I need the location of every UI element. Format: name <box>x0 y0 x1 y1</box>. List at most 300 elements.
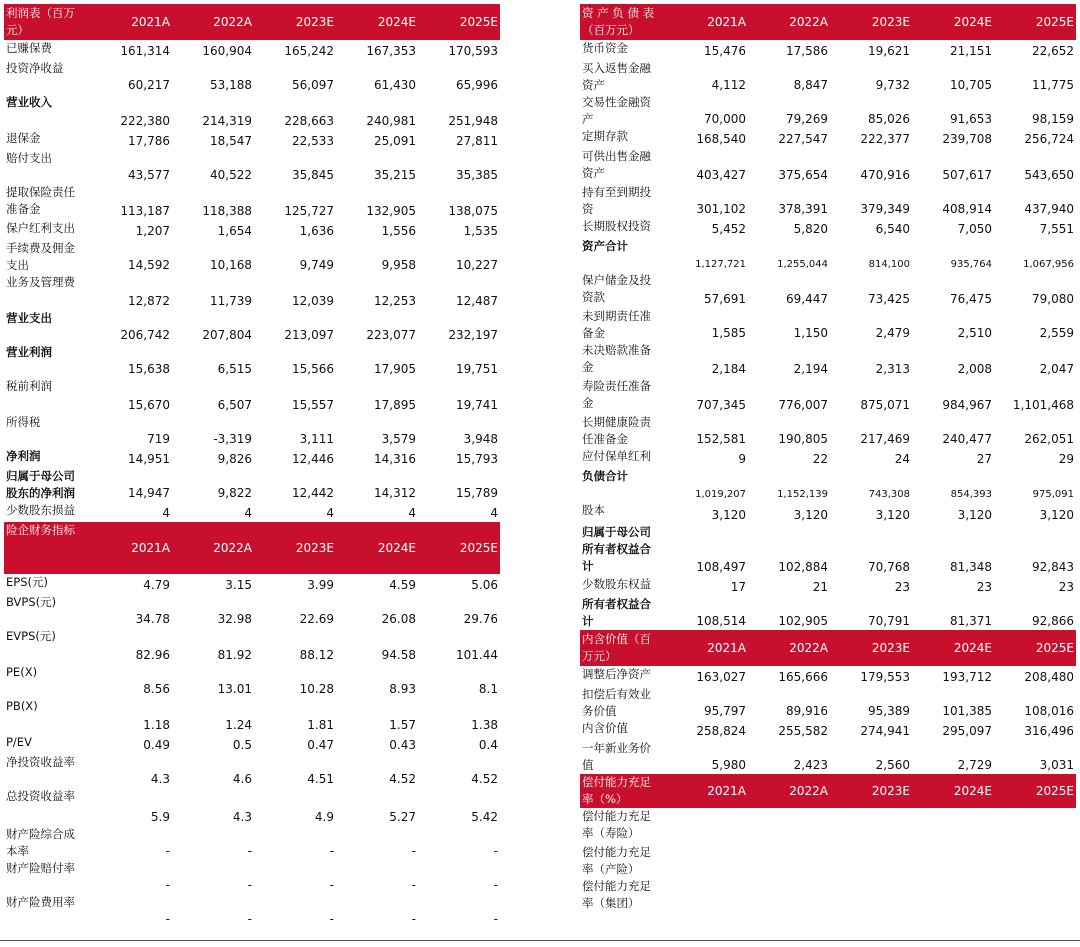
row-label: EPS(元) <box>6 575 48 589</box>
cell-value: 251,948 <box>448 114 498 128</box>
cell-value: 1,150 <box>793 326 828 340</box>
cell-value: 1,101,468 <box>1012 398 1074 412</box>
cell-value: 81,348 <box>950 560 992 574</box>
cell-value: 118,388 <box>202 204 252 218</box>
table-row <box>580 342 1076 378</box>
year-header: 2022A <box>789 641 828 655</box>
cell-value: 19,741 <box>456 398 498 412</box>
row-label: 偿付能力充足 率（寿险） <box>582 809 651 840</box>
cell-value: 19,621 <box>868 44 910 58</box>
row-label: 一年新业务价 值 <box>582 741 651 772</box>
cell-value: 18,547 <box>210 134 252 148</box>
table-row <box>4 60 500 94</box>
cell-value <box>666 808 748 844</box>
cell-value: 1,535 <box>463 224 498 238</box>
row-label: 投资净收益 <box>6 61 64 75</box>
cell-value: 29 <box>1058 452 1074 466</box>
cell-value: 470,916 <box>860 168 910 182</box>
table-row <box>4 894 500 928</box>
cell-value: 168,540 <box>696 132 746 146</box>
cell-value: - <box>493 844 498 858</box>
cell-value: 10,227 <box>456 258 498 272</box>
ev-header <box>580 630 1076 666</box>
year-header: 2023E <box>295 541 334 555</box>
row-label: 手续费及佣金 支出 <box>6 241 75 272</box>
cell-value: 258,824 <box>696 724 746 738</box>
cell-value: 5.42 <box>471 810 498 824</box>
cell-value: 543,650 <box>1024 168 1074 182</box>
cell-value: -3,319 <box>213 432 252 446</box>
cell-value: 12,872 <box>128 294 170 308</box>
cell-value: 4.51 <box>307 772 334 786</box>
cell-value: 163,027 <box>696 670 746 684</box>
table-row <box>4 414 500 448</box>
table-row <box>4 40 500 60</box>
cell-value: 2,008 <box>957 362 992 376</box>
table-row <box>4 344 500 378</box>
cell-value <box>830 844 912 878</box>
table-row <box>580 448 1076 468</box>
cell-value: 4.3 <box>150 772 170 786</box>
year-header: 2023E <box>871 641 910 655</box>
cell-value: 132,905 <box>366 204 416 218</box>
cell-value: 23 <box>894 580 910 594</box>
cell-value <box>912 844 994 878</box>
row-label: 业务及管理费 <box>6 275 75 289</box>
cell-value: 27,811 <box>456 134 498 148</box>
cell-value: 262,051 <box>1024 432 1074 446</box>
cell-value: 4.3 <box>232 810 252 824</box>
cell-value: 3,111 <box>299 432 334 446</box>
year-header: 2024E <box>377 541 416 555</box>
cell-value: 0.49 <box>143 738 170 752</box>
row-label: 所得税 <box>6 415 41 429</box>
cell-value: 161,314 <box>120 44 170 58</box>
cell-value: 223,077 <box>366 328 416 342</box>
cell-value: 301,102 <box>696 202 746 216</box>
year-header: 2021A <box>707 641 746 655</box>
row-label: 已赚保费 <box>6 41 52 55</box>
year-header: 2024E <box>953 15 992 29</box>
cell-value: 12,253 <box>374 294 416 308</box>
cell-value: 1,019,207 <box>695 489 746 500</box>
table-row <box>580 740 1076 774</box>
cell-value: 507,617 <box>942 168 992 182</box>
ev-header-title: 内含价值（百 万元） <box>582 632 651 663</box>
row-label: 偿付能力充足 率（产险） <box>582 845 651 876</box>
balance-header-title: 资 产 负 债 表 （百万元） <box>582 6 655 37</box>
cell-value: 207,804 <box>202 328 252 342</box>
table-row <box>580 378 1076 414</box>
cell-value: 22,533 <box>292 134 334 148</box>
table-row <box>4 826 500 860</box>
cell-value: 375,654 <box>778 168 828 182</box>
cell-value: 15,793 <box>456 452 498 466</box>
row-label: PE(X) <box>6 665 38 679</box>
cell-value: 108,016 <box>1024 704 1074 718</box>
cell-value: 2,559 <box>1039 326 1074 340</box>
cell-value: 79,080 <box>1032 292 1074 306</box>
cell-value: 3,948 <box>463 432 498 446</box>
table-row <box>580 576 1076 596</box>
cell-value: 22,652 <box>1032 44 1074 58</box>
cell-value: 89,916 <box>786 704 828 718</box>
cell-value: 743,308 <box>868 489 910 500</box>
cell-value: 190,805 <box>778 432 828 446</box>
row-label: 未到期责任准 备金 <box>582 309 651 340</box>
cell-value: 7,050 <box>957 222 992 236</box>
cell-value: 24 <box>894 452 910 466</box>
cell-value: 1,255,044 <box>777 259 828 270</box>
year-header: 2024E <box>953 784 992 798</box>
year-header: 2023E <box>871 784 910 798</box>
row-label: 营业支出 <box>6 311 52 325</box>
indicators-header <box>4 522 500 574</box>
cell-value: 91,653 <box>950 112 992 126</box>
cell-value: 32.98 <box>217 612 252 626</box>
cell-value: 15,670 <box>128 398 170 412</box>
cell-value: 719 <box>147 432 170 446</box>
cell-value: 1,127,721 <box>695 259 746 270</box>
cell-value: 10,705 <box>950 78 992 92</box>
table-row <box>4 502 500 522</box>
cell-value: 76,475 <box>950 292 992 306</box>
year-header: 2022A <box>789 784 828 798</box>
cell-value: 15,476 <box>704 44 746 58</box>
cell-value: 102,905 <box>778 614 828 628</box>
cell-value: 255,582 <box>778 724 828 738</box>
cell-value: 15,557 <box>292 398 334 412</box>
cell-value: 295,097 <box>942 724 992 738</box>
cell-value: 57,691 <box>704 292 746 306</box>
cell-value: 208,480 <box>1024 670 1074 684</box>
cell-value: 240,981 <box>366 114 416 128</box>
cell-value: 408,914 <box>942 202 992 216</box>
row-label: 定期存款 <box>582 129 628 143</box>
year-header: 2022A <box>213 541 252 555</box>
cell-value: 1,152,139 <box>777 489 828 500</box>
table-row <box>4 150 500 184</box>
row-label: 归属于母公司 股东的净利润 <box>6 469 75 500</box>
cell-value: 17,905 <box>374 362 416 376</box>
income-header-title: 利润表（百万 元） <box>6 6 75 37</box>
row-label: 应付保单红利 <box>582 449 651 463</box>
cell-value: 12,039 <box>292 294 334 308</box>
cell-value: 4 <box>326 506 334 520</box>
row-label: 净利润 <box>6 449 41 463</box>
cell-value: 4.79 <box>143 578 170 592</box>
cell-value: 113,187 <box>120 204 170 218</box>
cell-value: 11,775 <box>1032 78 1074 92</box>
cell-value: 69,447 <box>786 292 828 306</box>
table-row <box>4 788 500 826</box>
cell-value: 14,951 <box>128 452 170 466</box>
table-row <box>580 596 1076 630</box>
year-header: 2025E <box>459 15 498 29</box>
cell-value: 9,749 <box>299 258 334 272</box>
cell-value: 101,385 <box>942 704 992 718</box>
cell-value: 1,636 <box>299 224 334 238</box>
cell-value: 88.12 <box>299 648 334 662</box>
table-row <box>580 184 1076 218</box>
row-label: 归属于母公司 所有者权益合 计 <box>582 525 651 573</box>
row-label: 赔付支出 <box>6 151 52 165</box>
row-label: 保户红利支出 <box>6 221 75 235</box>
bottom-rule <box>0 940 1080 941</box>
row-label: 营业收入 <box>6 95 52 109</box>
cell-value: 7,551 <box>1039 222 1074 236</box>
cell-value: 5.9 <box>150 810 170 824</box>
row-label: 少数股东权益 <box>582 577 651 591</box>
cell-value: 94.58 <box>381 648 416 662</box>
table-row <box>4 734 500 754</box>
year-header: 2021A <box>131 15 170 29</box>
cell-value: 8.1 <box>478 682 498 696</box>
year-header: 2023E <box>871 15 910 29</box>
table-row <box>580 878 1076 914</box>
cell-value <box>830 808 912 844</box>
cell-value: 11,739 <box>210 294 252 308</box>
cell-value: 3,120 <box>957 508 992 522</box>
cell-value: 0.5 <box>232 738 252 752</box>
cell-value: 70,791 <box>868 614 910 628</box>
cell-value <box>994 878 1076 914</box>
cell-value: 9,958 <box>381 258 416 272</box>
cell-value: 61,430 <box>374 78 416 92</box>
cell-value: 108,497 <box>696 560 746 574</box>
cell-value: 95,389 <box>868 704 910 718</box>
cell-value: - <box>247 912 252 926</box>
cell-value: 3,120 <box>711 508 746 522</box>
table-row <box>580 148 1076 184</box>
cell-value: 984,967 <box>942 398 992 412</box>
cell-value: 3.99 <box>307 578 334 592</box>
cell-value: 19,751 <box>456 362 498 376</box>
cell-value: 814,100 <box>868 259 910 270</box>
cell-value: 81.92 <box>217 648 252 662</box>
cell-value: 82.96 <box>135 648 170 662</box>
cell-value <box>830 878 912 914</box>
cell-value: 1.57 <box>389 718 416 732</box>
table-row <box>4 468 500 502</box>
cell-value: 2,560 <box>875 758 910 772</box>
cell-value: 403,427 <box>696 168 746 182</box>
cell-value: 2,729 <box>957 758 992 772</box>
cell-value: 14,592 <box>128 258 170 272</box>
cell-value: 2,510 <box>957 326 992 340</box>
cell-value: 213,097 <box>284 328 334 342</box>
cell-value: 35,385 <box>456 168 498 182</box>
cell-value: 1.38 <box>471 718 498 732</box>
cell-value: 3,579 <box>381 432 416 446</box>
indicators-header-title: 险企财务指标 <box>6 523 75 537</box>
cell-value: 316,496 <box>1024 724 1074 738</box>
cell-value: 1,654 <box>217 224 252 238</box>
cell-value: - <box>329 878 334 892</box>
cell-value: 3,031 <box>1039 758 1074 772</box>
cell-value: 152,581 <box>696 432 746 446</box>
cell-value: 232,197 <box>448 328 498 342</box>
cell-value: 56,097 <box>292 78 334 92</box>
table-row <box>580 60 1076 94</box>
cell-value: 167,353 <box>366 44 416 58</box>
cell-value: 206,742 <box>120 328 170 342</box>
cell-value <box>994 808 1076 844</box>
table-row <box>580 94 1076 128</box>
row-label: 营业利润 <box>6 345 52 359</box>
table-row <box>580 720 1076 740</box>
cell-value: 2,479 <box>875 326 910 340</box>
cell-value: 379,349 <box>860 202 910 216</box>
cell-value: - <box>329 912 334 926</box>
table-row <box>580 40 1076 60</box>
cell-value: 2,047 <box>1039 362 1074 376</box>
cell-value: 40,522 <box>210 168 252 182</box>
row-label: P/EV <box>6 735 32 749</box>
cell-value: - <box>411 878 416 892</box>
cell-value: 0.43 <box>389 738 416 752</box>
cell-value: 193,712 <box>942 670 992 684</box>
cell-value: 35,215 <box>374 168 416 182</box>
table-row <box>4 184 500 220</box>
cell-value: 65,996 <box>456 78 498 92</box>
cell-value: 12,442 <box>292 486 334 500</box>
row-label: 扣偿后有效业 务价值 <box>582 687 651 718</box>
right-panel <box>580 4 1076 914</box>
cell-value: 9,822 <box>217 486 252 500</box>
cell-value: 4,112 <box>711 78 746 92</box>
cell-value: - <box>165 844 170 858</box>
cell-value <box>748 808 830 844</box>
cell-value: 9,732 <box>875 78 910 92</box>
table-row <box>4 220 500 240</box>
cell-value: 26.08 <box>381 612 416 626</box>
cell-value: 15,638 <box>128 362 170 376</box>
row-label: 未决赔款准备 金 <box>582 343 651 374</box>
cell-value: 4 <box>244 506 252 520</box>
cell-value: 79,269 <box>786 112 828 126</box>
cell-value <box>748 844 830 878</box>
table-row <box>4 274 500 310</box>
cell-value: - <box>411 912 416 926</box>
cell-value: 102,884 <box>778 560 828 574</box>
solvency-header-title: 偿付能力充足 率（%） <box>582 775 651 806</box>
row-label: 财产险综合成 本率 <box>6 827 75 858</box>
cell-value: 125,727 <box>284 204 334 218</box>
cell-value: 34.78 <box>135 612 170 626</box>
cell-value: 5,452 <box>711 222 746 236</box>
row-label: 提取保险责任 准备金 <box>6 185 75 216</box>
cell-value: 1.24 <box>225 718 252 732</box>
table-row <box>4 698 500 734</box>
row-label: 资产合计 <box>582 239 628 253</box>
cell-value: 17,895 <box>374 398 416 412</box>
cell-value: - <box>165 912 170 926</box>
row-label: PB(X) <box>6 699 38 713</box>
row-label: BVPS(元) <box>6 595 57 609</box>
cell-value: 4.52 <box>389 772 416 786</box>
cell-value: 222,377 <box>860 132 910 146</box>
cell-value: 227,547 <box>778 132 828 146</box>
row-label: 财产险费用率 <box>6 895 75 909</box>
table-row <box>580 524 1076 576</box>
table-row <box>580 272 1076 308</box>
table-row <box>4 664 500 698</box>
year-header: 2023E <box>295 15 334 29</box>
cell-value: 240,477 <box>942 432 992 446</box>
cell-value: 875,071 <box>860 398 910 412</box>
row-label: 负债合计 <box>582 469 628 483</box>
cell-value: 2,313 <box>875 362 910 376</box>
cell-value: 5,820 <box>793 222 828 236</box>
cell-value: 98,159 <box>1032 112 1074 126</box>
cell-value: 975,091 <box>1032 489 1074 500</box>
table-row <box>4 130 500 150</box>
cell-value: 15,566 <box>292 362 334 376</box>
cell-value <box>748 878 830 914</box>
row-label: 长期健康险责 任准备金 <box>582 415 651 446</box>
year-header: 2021A <box>131 541 170 555</box>
cell-value: 170,593 <box>448 44 498 58</box>
cell-value: 3,120 <box>793 508 828 522</box>
row-label: 保户储金及投 资款 <box>582 273 651 304</box>
table-row <box>580 414 1076 448</box>
cell-value: 2,184 <box>711 362 746 376</box>
table-row <box>580 808 1076 844</box>
cell-value: 92,866 <box>1032 614 1074 628</box>
cell-value <box>912 878 994 914</box>
cell-value: 10.28 <box>299 682 334 696</box>
row-label: 少数股东损益 <box>6 503 75 517</box>
cell-value: 53,188 <box>210 78 252 92</box>
cell-value: 23 <box>1058 580 1074 594</box>
cell-value: 6,515 <box>217 362 252 376</box>
cell-value: 23 <box>976 580 992 594</box>
cell-value: 4 <box>490 506 498 520</box>
row-label: 所有者权益合 计 <box>582 597 651 628</box>
year-header: 2022A <box>213 15 252 29</box>
cell-value: 6,540 <box>875 222 910 236</box>
row-label: 买入返售金融 资产 <box>582 61 651 92</box>
row-label: 长期股权投资 <box>582 219 651 233</box>
cell-value: 935,764 <box>950 259 992 270</box>
row-label: 税前利润 <box>6 379 52 393</box>
table-row <box>580 128 1076 148</box>
cell-value: 222,380 <box>120 114 170 128</box>
balance-header <box>580 4 1076 40</box>
row-label: 持有至到期投 资 <box>582 185 651 216</box>
table-row <box>580 686 1076 720</box>
cell-value: 776,007 <box>778 398 828 412</box>
table-row <box>580 468 1076 502</box>
cell-value: 3,120 <box>875 508 910 522</box>
cell-value: 10,168 <box>210 258 252 272</box>
cell-value <box>666 844 748 878</box>
cell-value <box>994 844 1076 878</box>
row-label: 总投资收益率 <box>6 789 75 803</box>
cell-value: 101.44 <box>456 648 498 662</box>
table-row <box>580 218 1076 238</box>
cell-value: 6,507 <box>217 398 252 412</box>
row-label: 可供出售金融 资产 <box>582 149 651 180</box>
cell-value: - <box>493 912 498 926</box>
left-panel <box>4 4 500 928</box>
cell-value: 81,371 <box>950 614 992 628</box>
row-label: 货币资金 <box>582 41 628 55</box>
cell-value: 3,120 <box>1039 508 1074 522</box>
cell-value: 4.6 <box>232 772 252 786</box>
cell-value <box>912 808 994 844</box>
